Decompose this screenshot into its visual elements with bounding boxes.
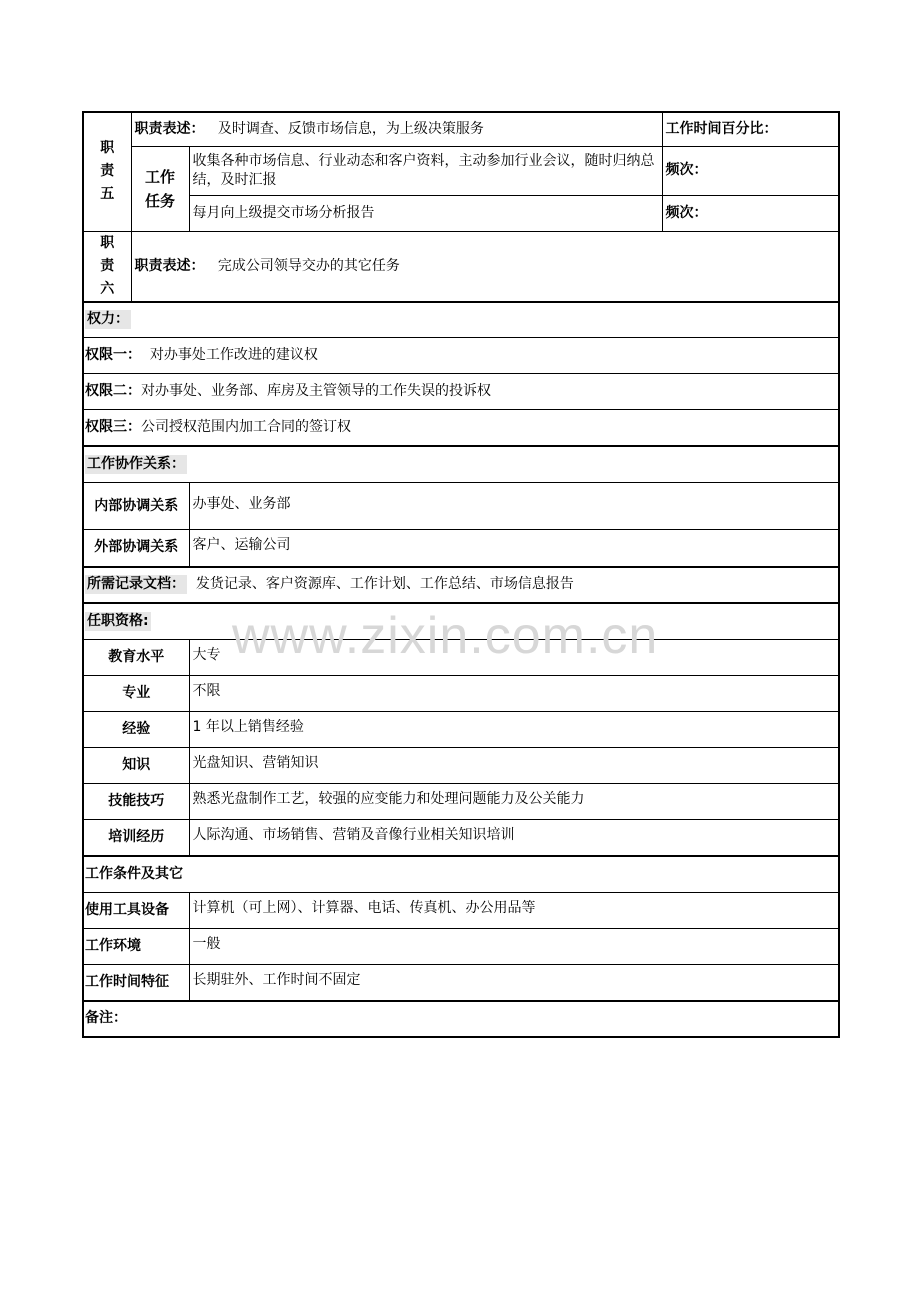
cooperation-title-row	[83, 446, 839, 483]
duty5-task-1-freq: 频次：	[662, 146, 839, 195]
conditions-title-row	[83, 856, 839, 893]
duty5-task-1: 收集各种市场信息、行业动态和客户资料，主动参加行业会议，随时归纳总结，及时汇报	[189, 146, 662, 195]
qualification-row	[83, 676, 839, 712]
duty6-row	[83, 231, 839, 302]
cooperation-external-row	[83, 530, 839, 567]
qualification-label-4: 技能技巧	[83, 784, 189, 820]
authority-item-2: 权限二：对办事处、业务部、库房及主管领导的工作失误的投诉权	[83, 374, 839, 410]
qualification-label-5: 培训经历	[83, 820, 189, 856]
duty5-time-pct: 工作时间百分比：	[662, 112, 839, 146]
qualification-row	[83, 640, 839, 676]
authority-row-3	[83, 410, 839, 446]
qualification-label-3: 知识	[83, 748, 189, 784]
conditions-label-0: 使用工具设备	[83, 893, 189, 929]
conditions-row	[83, 965, 839, 1001]
qualification-row	[83, 748, 839, 784]
duty5-task-label: 工作 任务	[131, 146, 189, 231]
duty5-desc: 职责表述： 及时调查、反馈市场信息，为上级决策服务	[131, 112, 662, 146]
authority-item-3: 权限三：公司授权范围内加工合同的签订权	[83, 410, 839, 446]
qualification-value-3: 光盘知识、营销知识	[189, 748, 839, 784]
qualification-value-5: 人际沟通、市场销售、营销及音像行业相关知识培训	[189, 820, 839, 856]
qualification-title-row	[83, 603, 839, 640]
cooperation-internal-label: 内部协调关系	[83, 483, 189, 530]
qualification-label-1: 专业	[83, 676, 189, 712]
duty5-task-2: 每月向上级提交市场分析报告	[189, 195, 662, 231]
duty5-task-2-freq: 频次：	[662, 195, 839, 231]
duty5-task-row-1	[83, 146, 839, 195]
duty5-task-row-2	[83, 195, 839, 231]
job-description-document	[82, 111, 838, 1038]
qualification-value-4: 熟悉光盘制作工艺，较强的应变能力和处理问题能力及公关能力	[189, 784, 839, 820]
qualification-label-2: 经验	[83, 712, 189, 748]
conditions-title: 工作条件及其它	[83, 856, 839, 893]
conditions-value-0: 计算机（可上网）、计算器、电话、传真机、办公用品等	[189, 893, 839, 929]
authority-row-2	[83, 374, 839, 410]
qualification-title: 任职资格:	[83, 603, 839, 640]
watermark: www.zixin.com.cn	[232, 607, 659, 665]
conditions-value-2: 长期驻外、工作时间不固定	[189, 965, 839, 1001]
cooperation-internal-value: 办事处、业务部	[189, 483, 839, 530]
records-row	[83, 567, 839, 603]
conditions-label-1: 工作环境	[83, 929, 189, 965]
remarks-row	[83, 1001, 839, 1037]
qualification-value-0: 大专	[189, 640, 839, 676]
duty5-label: 职 责 五	[83, 112, 131, 231]
conditions-value-1: 一般	[189, 929, 839, 965]
conditions-label-2: 工作时间特征	[83, 965, 189, 1001]
authority-title: 权力：	[83, 302, 839, 338]
authority-title-row	[83, 302, 839, 338]
qualification-row	[83, 820, 839, 856]
records-cell: 所需记录文档： 发货记录、客户资源库、工作计划、工作总结、市场信息报告	[83, 567, 839, 603]
qualification-value-2: 1 年以上销售经验	[189, 712, 839, 748]
qualification-row	[83, 784, 839, 820]
qualification-row	[83, 712, 839, 748]
conditions-row	[83, 929, 839, 965]
cooperation-title: 工作协作关系：	[83, 446, 839, 483]
authority-item-1: 权限一： 对办事处工作改进的建议权	[83, 338, 839, 374]
cooperation-internal-row	[83, 483, 839, 530]
conditions-row	[83, 893, 839, 929]
qualification-label-0: 教育水平	[83, 640, 189, 676]
cooperation-external-label: 外部协调关系	[83, 530, 189, 567]
duty5-desc-row	[83, 112, 839, 146]
authority-row-1	[83, 338, 839, 374]
cooperation-external-value: 客户、运输公司	[189, 530, 839, 567]
duty6-desc: 职责表述： 完成公司领导交办的其它任务	[131, 231, 839, 302]
qualification-value-1: 不限	[189, 676, 839, 712]
duty6-label: 职 责 六	[83, 231, 131, 302]
remarks-label: 备注：	[83, 1001, 839, 1037]
job-table	[82, 111, 840, 1038]
